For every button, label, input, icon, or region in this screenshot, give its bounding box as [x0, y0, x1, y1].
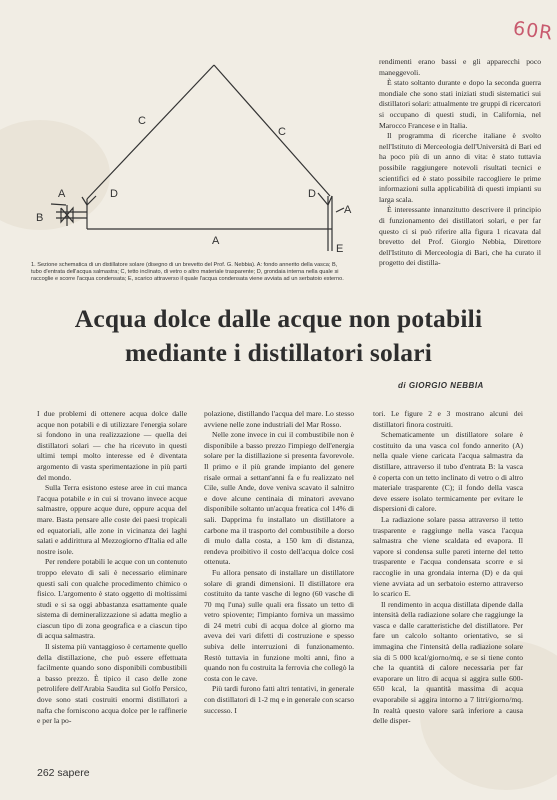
solar-still-diagram: [26, 55, 356, 260]
fig-label-c-right: C: [278, 126, 286, 138]
paragraph: I due problemi di ottenere acqua dolce dalle acque non potabili e di utilizzare l'energia solare si fondono in una realizzazione — quella dei distillatori solari — che ha ricevuto in questi ultimi tempi molto interesse ed è diventata argomento di vasta sperimentazione in più parti del mondo.: [37, 409, 187, 482]
title-line: mediante i distillatori solari: [124, 338, 433, 367]
leader-a-left: [51, 204, 66, 205]
fig-label-c-left: C: [138, 115, 146, 127]
roof-left-line: [87, 65, 214, 199]
paragraph: polazione, distillando l'acqua del mare. Lo stesso avviene nelle zone industriali del Mar Rosso.: [204, 409, 354, 429]
fig-label-e: E: [336, 243, 344, 255]
paragraph: Il rendimento in acqua distillata dipende dalla intensità della radiazione solare che raggiunge la vasca e dalle caratteristiche del distillatore. Per fare un calcolo soltanto orientativo, se si immagina che l'intensità della radiazione solare sia di 5 000 kcal/giorno/mq, e se si tiene conto che la quantità di calore necessaria per far evaporare un litro di acqua si aggira sulle 600-650 kcal, la quantità massima di acqua evaporabile si aggira intorno a 7 litri/giorno/mq. In realtà questo valore sarà inferiore a causa delle disper-: [373, 599, 523, 726]
body-column-1: [37, 409, 187, 727]
fig-label-a-left: A: [58, 188, 66, 200]
paragraph: Il programma di ricerche italiane è svolto nell'Istituto di Merceologia dell'Università di Bari ed ha poco più di un anno di vita: è stato tuttavia possibile raggiungere notevoli risultati tecnici e scientifici ed è stato possibile raccogliere le prime informazioni sulla applicabilità di questi impianti su larga scala.: [379, 131, 541, 204]
paragraph: La radiazione solare passa attraverso il tetto trasparente e raggiunge nella vasca l'acqua salmastra che viene scaldata ed evapora. Il vapore si condensa sulle pareti interne del tetto trasparente e l'acqua condensata scorre e si raccoglie in una grondaia interna (D) e da qui viene avviata ad un serbatoio esterno attraverso lo scarico E.: [373, 514, 523, 599]
top-right-column: [379, 57, 541, 269]
byline: di GIORGIO NEBBIA: [398, 381, 484, 390]
leader-a-right: [336, 208, 344, 212]
fig-label-d-left: D: [110, 188, 118, 200]
paragraph: Il sistema più vantaggioso è certamente quello della distillazione, che può essere effettuata facilmente quando sono disponibili combustibili a basso prezzo. È tipico il caso delle zone petrolifere dell'Arabia Saudita sul Golfo Persico, dove sono stati costruiti enormi distillatori a nafta che forniscono acqua dolce per le raffinerie e per la po-: [37, 642, 187, 726]
paragraph: Fu allora pensato di installare un distillatore solare di grandi dimensioni. Il distillatore era costituito da tante vasche di legno (60 vasche di 70 mq l'una) sulle quali era fissato un tetto di vetro spiovente; l'impianto forniva un massimo di 24 metri cubi di acqua dolce al giorno ma aveva dei vari difetti di costruzione e spesso subiva delle interruzioni di funzionamento. Restò tuttavia in funzione molti anni, fino a quando non fu costruita la ferrovia che collegò la costa con le cave.: [204, 567, 354, 683]
paragraph: Schematicamente un distillatore solare è costituito da una vasca col fondo annerito (A) nella quale viene caricata l'acqua salmastra da distillare, attraverso il tubo d'entrata B: la vasca è coperta con un tetto inclinato di vetro o di altro materiale trasparente (C); il fondo della vasca deve essere isolato termicamente per evitare le dispersioni di calore.: [373, 430, 523, 514]
paragraph: tori. Le figure 2 e 3 mostrano alcuni dei distillatori finora costruiti.: [373, 409, 523, 429]
fig-label-d-right: D: [308, 188, 316, 200]
fig-label-b: B: [36, 212, 44, 224]
body-column-2: [204, 409, 354, 716]
roof-right-line: [214, 65, 330, 196]
fig-label-a-bottom: A: [212, 235, 220, 247]
paragraph: rendimenti erano bassi e gli apparecchi poco maneggevoli.: [379, 57, 541, 77]
paragraph: Sulla Terra esistono estese aree in cui manca l'acqua potabile e in cui si trovano invece acque salmastre, oppure acque dure, oppure acqua del mare. Basta pensare alle coste dei paesi tropicali ed equatoriali, alle zone in vicinanza dei laghi salati e addirittura al Mezzogiorno d'Italia ed alle nostre isole.: [37, 483, 187, 556]
figure-caption: 1. Sezione schematica di un distillatore solare (disegno di un brevetto del Prof. G. Nebbia). A: fondo annerito della vasca; B, tubo d'entrata dell'acqua salmastra; C, tetto inclinato, di vetro o altro materiale trasparente; D, grondaia interna nella quale si raccoglie e scorre l'acqua condensata; E, scarico attraverso il quale l'acqua condensata viene avviata ad un serbatoio esterno.: [31, 262, 344, 282]
gutter-right: [318, 193, 332, 205]
body-column-3: [373, 409, 523, 727]
article-title: [0, 302, 557, 370]
handwritten-margin-note: 60R: [511, 17, 555, 45]
page-folio: 262 sapere: [37, 767, 90, 779]
paragraph: Nelle zone invece in cui il combustibile non è disponibile a basso prezzo l'impiego dell'energia solare per la distillazione si presenta favorevole. Il primo e il più grande impianto del genere risale ormai a settant'anni fa e fu realizzato nel Cile, sulle Ande, dove veniva scavato il salnitro e dove alcune centinaia di minatori avevano disponibile soltanto un'acqua freatica col 14% di sali. Dapprima fu installato un distillatore a carbone ma il trasporto del combustibile a dorso di mulo dalla costa, a 150 km di distanza, rendeva proibitivo il costo dell'acqua dolce così ottenuta.: [204, 430, 354, 567]
fig-label-a-right: A: [344, 204, 352, 216]
paragraph: È interessante innanzitutto descrivere il principio di funzionamento dei distillatori solari, e per far questo ci si può riferire alla figura 1 ricavata dal brevetto del Prof. Giorgio Nebbia, Direttore dell'Istituto di Merceologia di Bari, che ha curato il progetto dei distilla-: [379, 205, 541, 268]
paragraph: Per rendere potabili le acque con un contenuto troppo elevato di sali è necessario eliminare questi sali con qualche procedimento chimico o fisico. L'argomento è stato oggetto di moltissimi studi e si sa oggi abbastanza esattamente quale sistema di demineralizzazione si adatta meglio a ciascun tipo di zona geografica e a ciascun tipo di acqua salmastra.: [37, 557, 187, 641]
paragraph: È stato soltanto durante e dopo la seconda guerra mondiale che sono stati iniziati studi sistematici sui distillatori solari: attualmente tre gruppi di ricercatori si occupano di questi studi, in California, nel Marocco Francese e in Italia.: [379, 78, 541, 130]
title-line: Acqua dolce dalle acque non potabili: [74, 304, 483, 333]
paragraph: Più tardi furono fatti altri tentativi, in generale con distillatori di 1-2 mq e in generale con scarso successo. I: [204, 684, 354, 715]
